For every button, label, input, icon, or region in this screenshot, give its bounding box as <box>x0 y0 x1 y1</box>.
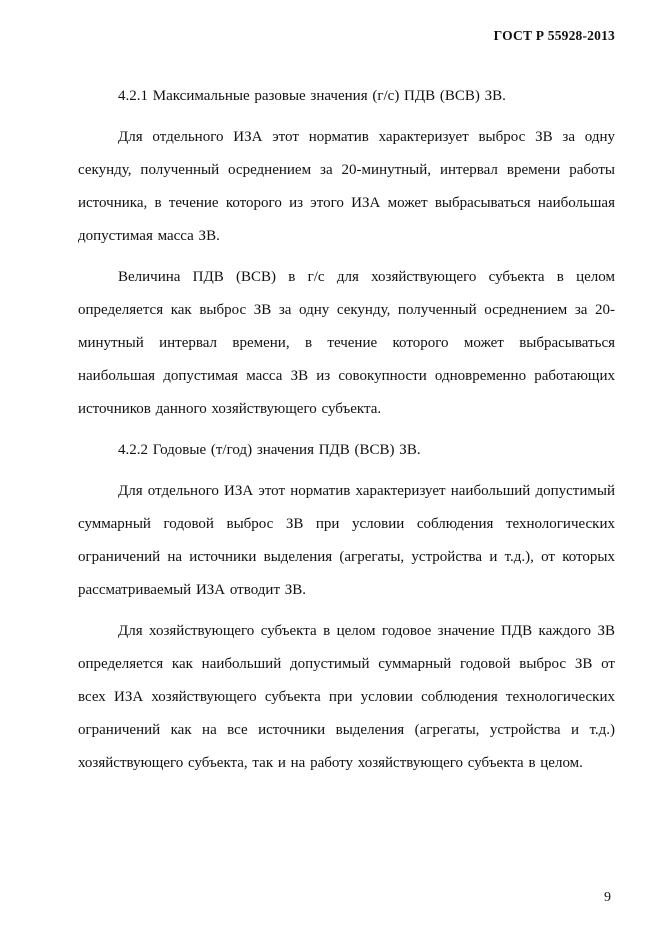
doc-header <box>78 28 615 44</box>
document-body <box>78 80 615 780</box>
section-heading-421: 4.2.1 Максимальные разовые значения (г/с) ПДВ (ВСВ) ЗВ. <box>118 88 506 104</box>
paragraph: Для хозяйствующего субъекта в целом годовое значение ПДВ каждого ЗВ определяется как наибольший допустимый суммарный годовой выброс ЗВ от всех ИЗА хозяйствующего субъекта при условии соблюдения технологических ограничений как на все источники выделения (агрегаты, устройства и т.д.) хозяйствующего субъекта, так и на работу хозяйствующего субъекта в целом. <box>78 623 615 771</box>
paragraph: Для отдельного ИЗА этот норматив характеризует выброс ЗВ за одну секунду, полученный осреднением за 20-минутный, интервал времени работы источника, в течение которого из этого ИЗА может выбрасываться наибольшая допустимая масса ЗВ. <box>78 129 615 244</box>
page-footer <box>604 890 611 906</box>
section-heading-422: 4.2.2 Годовые (т/год) значения ПДВ (ВСВ) ЗВ. <box>118 442 421 458</box>
paragraph: Величина ПДВ (ВСВ) в г/с для хозяйствующего субъекта в целом определяется как выброс ЗВ за одну секунду, полученный осреднением за 20-минутный интервал времени, в течение которого может выбрасываться наибольшая допустимая масса ЗВ из совокупности одновременно работающих источников данного хозяйствующего субъекта. <box>78 269 615 417</box>
doc-number: ГОСТ Р 55928-2013 <box>493 28 615 43</box>
page-number: 9 <box>604 890 611 905</box>
paragraph: Для отдельного ИЗА этот норматив характеризует наибольший допустимый суммарный годовой выброс ЗВ при условии соблюдения технологических ограничений на источники выделения (агрегаты, устройства и т.д.), от которых рассматриваемый ИЗА отводит ЗВ. <box>78 483 615 598</box>
